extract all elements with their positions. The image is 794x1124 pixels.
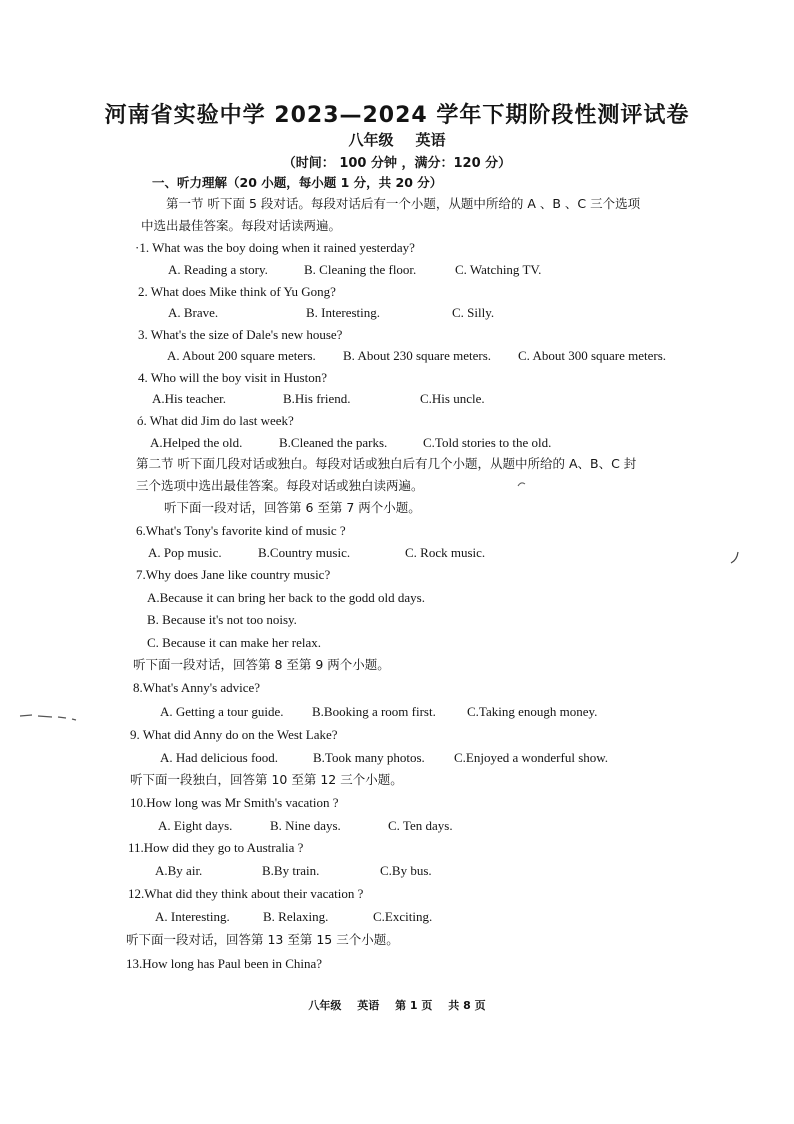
scan-smudge-mark — [728, 550, 742, 566]
footer-total: 共 8 页 — [448, 999, 486, 1012]
option-c: C.His uncle. — [420, 391, 485, 406]
instruction-q8-q9: 听下面一段对话，回答第 8 至第 9 两个小题。 — [133, 657, 390, 672]
scan-smudge-mark — [516, 480, 528, 488]
option-b: B.Took many photos. — [313, 750, 425, 765]
option-c: C. Rock music. — [405, 545, 486, 560]
question-text: ó. What did Jim do last week? — [137, 413, 294, 428]
footer-grade: 八年级 — [308, 999, 342, 1012]
option-c: C. Ten days. — [388, 818, 453, 833]
page-footer — [0, 997, 794, 1013]
question-text: 8.What's Anny's advice? — [133, 680, 261, 695]
instruction-q10-q12: 听下面一段独白，回答第 10 至第 12 三个小题。 — [130, 772, 403, 787]
time-score-note: （时间： 100 分钟 ，满分：120 分） — [282, 156, 512, 171]
question-text: 7.Why does Jane like country music? — [136, 567, 331, 582]
footer-subject: 英语 — [357, 999, 380, 1012]
question-text: 4. Who will the boy visit in Huston? — [138, 370, 327, 385]
option-c: C.Taking enough money. — [467, 704, 598, 719]
exam-subtitle — [0, 129, 794, 150]
option-a: A. Eight days. — [158, 818, 233, 833]
footer-page: 第 1 页 — [395, 999, 433, 1012]
option-c: C. Watching TV. — [455, 262, 542, 277]
instruction-q6-q7: 听下面一段对话，回答第 6 至第 7 两个小题。 — [164, 500, 421, 515]
section-heading-listening: 一、听力理解（20 小题，每小题 1 分，共 20 分） — [152, 175, 443, 190]
option-b: B. Cleaning the floor. — [304, 262, 417, 277]
option-c: C. About 300 square meters. — [518, 348, 667, 363]
option-c: C.Told stories to the old. — [423, 435, 552, 450]
question-text: 10.How long was Mr Smith's vacation ? — [130, 795, 339, 810]
grade-label: 八年级 — [348, 131, 394, 149]
question-text: 3. What's the size of Dale's new house? — [138, 327, 343, 342]
question-text: 13.How long has Paul been in China? — [126, 956, 323, 971]
question-text: 6.What's Tony's favorite kind of music ? — [136, 523, 346, 538]
option-a: A. Reading a story. — [168, 262, 268, 277]
instruction-q13-q15: 听下面一段对话，回答第 13 至第 15 三个小题。 — [126, 932, 399, 947]
question-text: 12.What did they think about their vacation ? — [128, 886, 364, 901]
option-a: A.By air. — [155, 863, 203, 878]
option-a: A.Because it can bring her back to the godd old days. — [147, 590, 425, 605]
scan-smudge-mark — [18, 708, 82, 724]
option-b: B.Country music. — [258, 545, 351, 560]
option-b: B. Relaxing. — [263, 909, 329, 924]
option-c: C.Exciting. — [373, 909, 433, 924]
part1-instruction-line2: 中选出最佳答案。每段对话读两遍。 — [141, 218, 342, 233]
question-text: ·1. What was the boy doing when it rained yesterday? — [135, 240, 415, 255]
option-a: A. Had delicious food. — [160, 750, 279, 765]
option-c: C. Because it can make her relax. — [147, 635, 321, 650]
part1-instruction-line1: 第一节 听下面 5 段对话。每段对话后有一个小题，从题中所给的 A 、B 、C 三个选项 — [166, 196, 641, 211]
question-text: 11.How did they go to Australia ? — [128, 840, 304, 855]
option-c: C.By bus. — [380, 863, 432, 878]
option-a: A. Getting a tour guide. — [160, 704, 284, 719]
option-a: A. Interesting. — [155, 909, 230, 924]
option-c: C. Silly. — [452, 305, 495, 320]
option-b: B. Interesting. — [306, 305, 381, 320]
part2-instruction-line2: 三个选项中选出最佳答案。每段对话或独白读两遍。 — [136, 478, 424, 493]
option-b: B.By train. — [262, 863, 320, 878]
option-a: A. About 200 square meters. — [167, 348, 316, 363]
option-c: C.Enjoyed a wonderful show. — [454, 750, 609, 765]
option-a: A. Brave. — [168, 305, 219, 320]
option-a: A.Helped the old. — [150, 435, 243, 450]
option-a: A.His teacher. — [152, 391, 227, 406]
question-text: 9. What did Anny do on the West Lake? — [130, 727, 338, 742]
option-a: A. Pop music. — [148, 545, 222, 560]
part2-instruction-line1: 第二节 听下面几段对话或独白。每段对话或独白后有几个小题，从题中所给的 A、B、C 封 — [136, 456, 637, 471]
subject-label: 英语 — [415, 131, 446, 149]
option-b: B. Because it's not too noisy. — [147, 612, 297, 627]
exam-title: 河南省实验中学 2023—2024 学年下期阶段性测评试卷 — [104, 103, 690, 128]
option-b: B. Nine days. — [270, 818, 341, 833]
option-b: B. About 230 square meters. — [343, 348, 492, 363]
option-b: B.His friend. — [283, 391, 351, 406]
option-b: B.Booking a room first. — [312, 704, 436, 719]
option-b: B.Cleaned the parks. — [279, 435, 388, 450]
question-text: 2. What does Mike think of Yu Gong? — [138, 284, 336, 299]
